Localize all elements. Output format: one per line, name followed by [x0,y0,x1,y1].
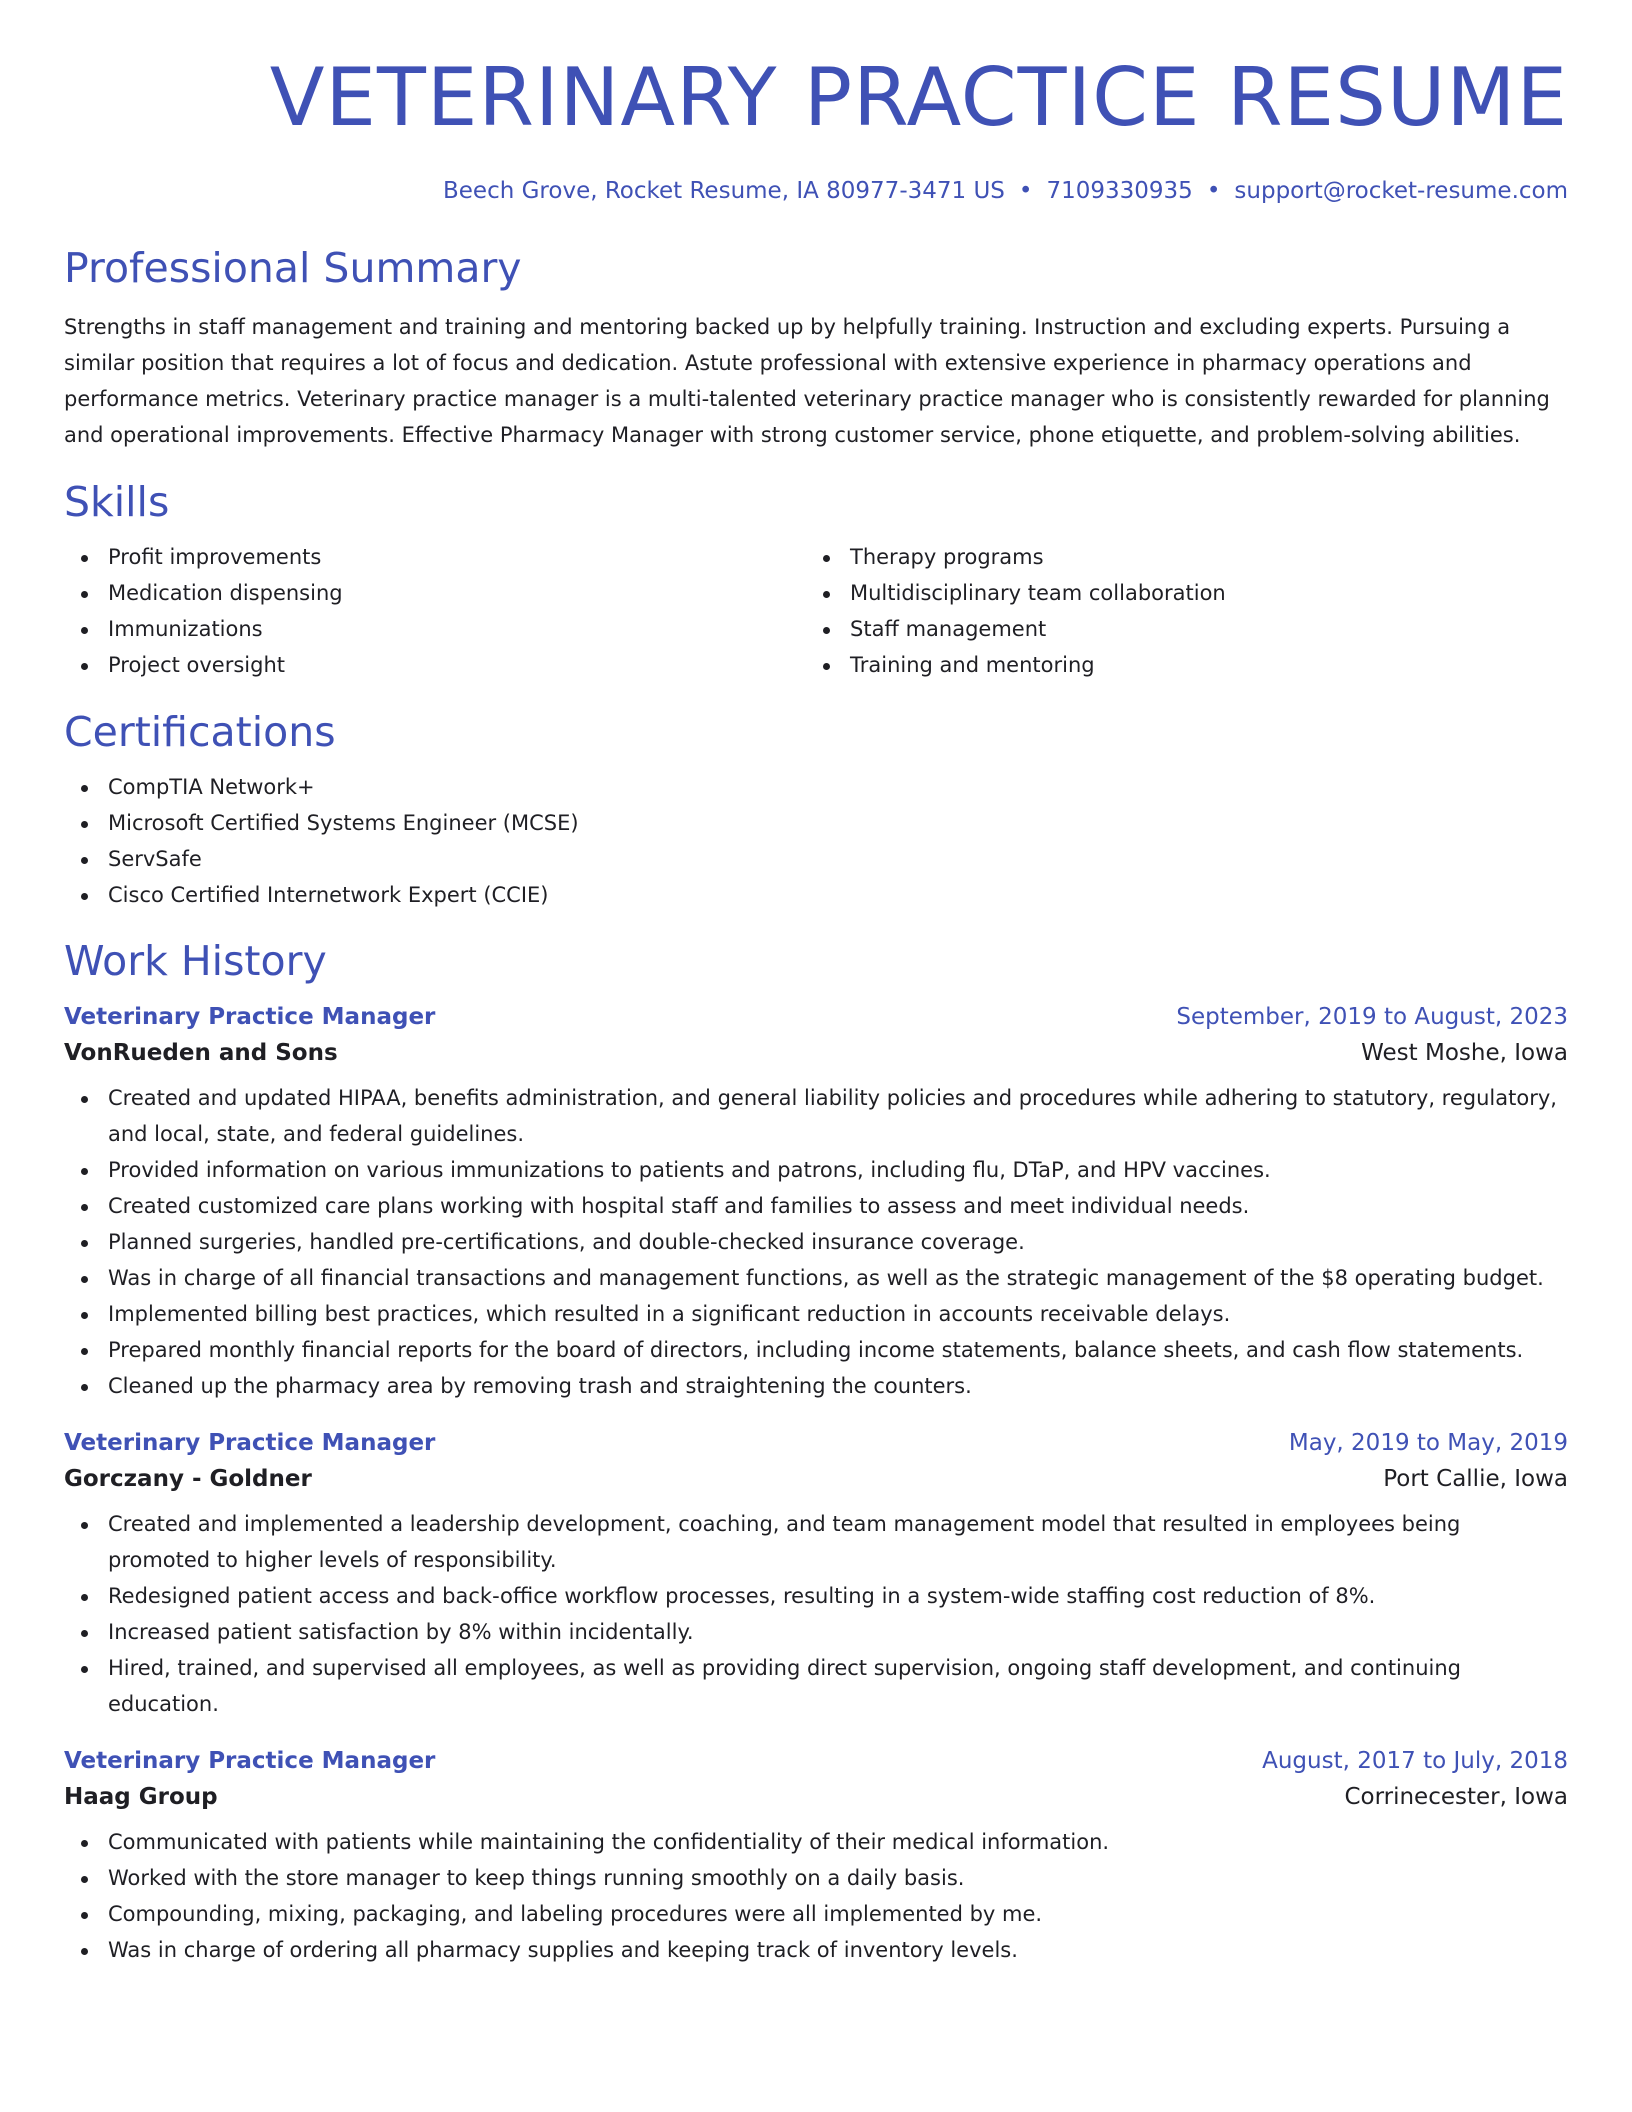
job-bullet: Redesigned patient access and back-office workflow processes, resulting in a system-wide staffing cost reduction of 8%. [64,1578,1568,1614]
contact-phone: 7109330935 [1046,178,1193,204]
contact-email: support@rocket-resume.com [1234,178,1568,204]
contact-separator: • [1206,178,1221,204]
certification-item: Microsoft Certified Systems Engineer (MCSE) [64,805,1568,841]
job-bullet: Cleaned up the pharmacy area by removing trash and straightening the counters. [64,1368,1568,1404]
summary-heading: Professional Summary [64,243,522,292]
job-title: Veterinary Practice Manager [64,1004,436,1031]
certification-item: CompTIA Network+ [64,769,1568,805]
job-company: Gorczany - Goldner [64,1466,312,1493]
skills-list-left [64,539,806,683]
job-bullet: Implemented billing best practices, which resulted in a significant reduction in accounts receivable delays. [64,1296,1568,1332]
summary-text: Strengths in staff management and training and mentoring backed up by helpfully training. Instruction and excluding experts. Pursuing a similar position that requires a lot of focus and dedication. Astute professional with extensive experience in pharmacy operations and performance metrics. Veterinary practice manager is a multi-talented veterinary practice manager who is consistently rewarded for planning and operational improvements. Effective Pharmacy Manager with strong customer service, phone etiquette, and problem-solving abilities. [64,314,1550,447]
job-bullet: Was in charge of all financial transactions and management functions, as well as the strategic management of the $8 operating budget. [64,1260,1568,1296]
job-bullets [64,1080,1568,1404]
work-history-heading: Work History [64,937,327,986]
job-title: Veterinary Practice Manager [64,1430,436,1457]
job-bullet: Created customized care plans working with hospital staff and families to assess and meet individual needs. [64,1188,1568,1224]
job-bullet: Hired, trained, and supervised all employees, as well as providing direct supervision, ongoing staff development, and continuing education. [64,1650,1568,1722]
resume-name: VETERINARY PRACTICE RESUME [269,51,1568,144]
job-bullet: Created and implemented a leadership development, coaching, and team management model that resulted in employees being promoted to higher levels of responsibility. [64,1506,1568,1578]
job-location: West Moshe, Iowa [1361,1040,1568,1067]
certifications-heading: Certifications [64,707,336,756]
skill-item: Training and mentoring [806,647,1548,683]
contact-address: Beech Grove, Rocket Resume, IA 80977-3471 US [443,178,1005,204]
job-entry [64,1004,1568,1404]
job-dates: May, 2019 to May, 2019 [1288,1430,1568,1457]
skills-grid [64,539,1568,683]
skills-heading: Skills [64,477,170,526]
certification-item: Cisco Certified Internetwork Expert (CCIE) [64,877,1568,913]
contact-line [64,178,1568,206]
job-location: Port Callie, Iowa [1383,1466,1568,1493]
skill-item: Staff management [806,611,1548,647]
skill-item: Medication dispensing [64,575,806,611]
job-bullet: Planned surgeries, handled pre-certifications, and double-checked insurance coverage. [64,1224,1568,1260]
job-header [64,1430,1568,1456]
job-company: VonRueden and Sons [64,1040,338,1067]
job-bullet: Communicated with patients while maintaining the confidentiality of their medical information. [64,1824,1568,1860]
skills-list-right [806,539,1548,683]
job-bullet: Compounding, mixing, packaging, and labeling procedures were all implemented by me. [64,1896,1568,1932]
skill-item: Therapy programs [806,539,1548,575]
job-dates: August, 2017 to July, 2018 [1262,1748,1568,1775]
job-employer-row [64,1784,1568,1810]
job-employer-row [64,1040,1568,1066]
skill-item: Multidisciplinary team collaboration [806,575,1548,611]
job-entry [64,1430,1568,1722]
job-location: Corrinecester, Iowa [1344,1784,1568,1811]
skill-item: Immunizations [64,611,806,647]
job-header [64,1004,1568,1030]
job-bullet: Increased patient satisfaction by 8% within incidentally. [64,1614,1568,1650]
job-dates: September, 2019 to August, 2023 [1176,1004,1568,1031]
job-bullet: Provided information on various immunizations to patients and patrons, including flu, DTaP, and HPV vaccines. [64,1152,1568,1188]
skill-item: Project oversight [64,647,806,683]
job-bullet: Prepared monthly financial reports for the board of directors, including income statements, balance sheets, and cash flow statements. [64,1332,1568,1368]
job-title: Veterinary Practice Manager [64,1748,436,1775]
job-header [64,1748,1568,1774]
certifications-list [64,769,1568,913]
skill-item: Profit improvements [64,539,806,575]
job-employer-row [64,1466,1568,1492]
job-bullet: Created and updated HIPAA, benefits administration, and general liability policies and procedures while adhering to statutory, regulatory, and local, state, and federal guidelines. [64,1080,1568,1152]
job-bullet: Worked with the store manager to keep things running smoothly on a daily basis. [64,1860,1568,1896]
job-entry [64,1748,1568,1968]
contact-separator: • [1018,178,1033,204]
job-company: Haag Group [64,1784,218,1811]
job-bullets [64,1506,1568,1722]
certification-item: ServSafe [64,841,1568,877]
job-bullets [64,1824,1568,1968]
job-bullet: Was in charge of ordering all pharmacy supplies and keeping track of inventory levels. [64,1932,1568,1968]
